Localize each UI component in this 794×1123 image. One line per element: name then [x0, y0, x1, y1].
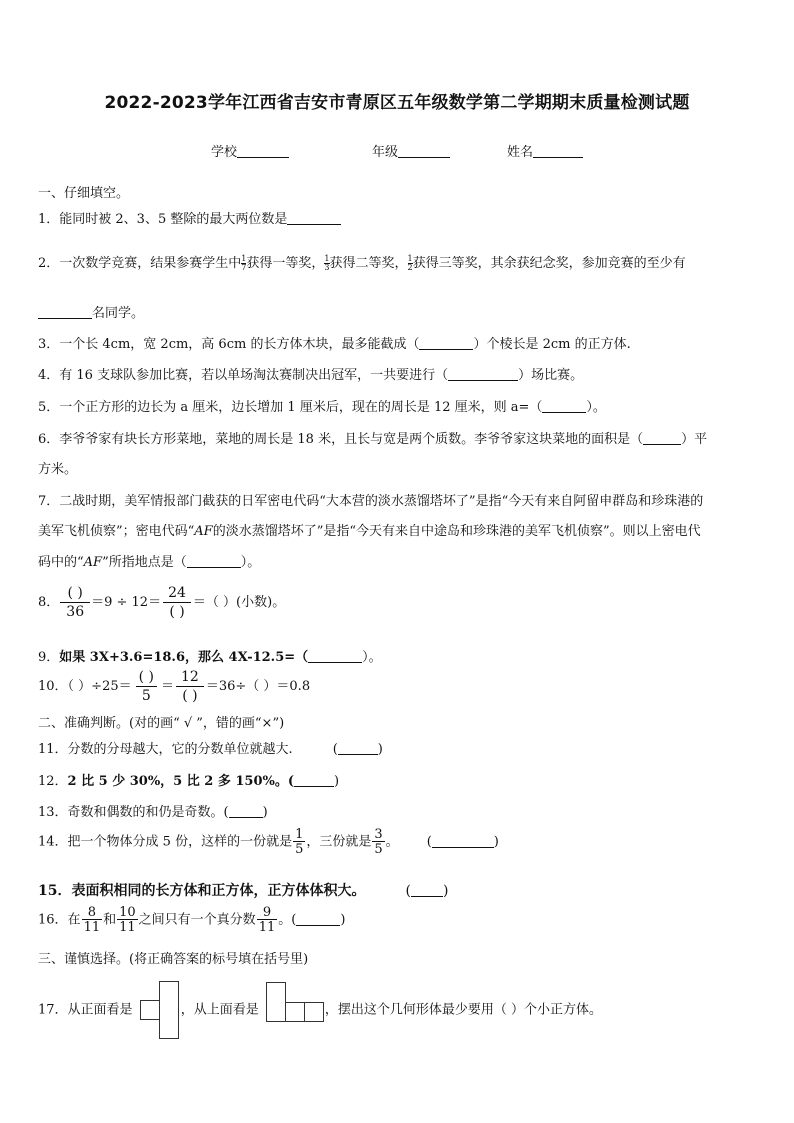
q16-text-3: 之间只有一个真分数	[138, 912, 256, 928]
q7-code-af: AF	[194, 524, 213, 539]
front-view-cell	[159, 981, 179, 1001]
q1-number: 1．	[38, 212, 60, 227]
q16-fraction-3: $\frac{9}{11}$	[258, 905, 276, 935]
q15-number: 15．	[38, 883, 72, 899]
q14-paren-open: (	[426, 834, 432, 850]
q6-text-1: 李爷爷家有块长方形菜地，菜地的周长是 18 米，且长与宽是两个质数。李爷爷家这块菜地的面积是（	[59, 432, 644, 447]
q2-blank[interactable]	[38, 304, 92, 319]
q14-blank[interactable]	[432, 833, 494, 848]
front-view-cell	[140, 1000, 160, 1020]
q10-equals: ＝	[161, 679, 175, 694]
q9-text-2: ）。	[362, 650, 382, 665]
q7-text-1: 二战时期，美军情报部门截获的日军密电代码“大本营的淡水蒸馏塔坏了”是指“今天有来自阿留申群岛和珍珠港的	[59, 494, 704, 509]
q17-front-view-figure	[140, 990, 178, 1030]
section-3-heading: 三、谨慎选择。(将正确答案的标号填在括号里)	[38, 952, 309, 967]
q7-code-af-2: AF	[83, 555, 103, 570]
q1-blank[interactable]	[287, 210, 341, 225]
top-view-cell	[285, 1002, 305, 1022]
question-4	[38, 364, 583, 383]
q15-blank[interactable]	[411, 882, 443, 897]
grade-blank[interactable]	[398, 143, 450, 158]
q10-text-1: （ ）÷25＝	[67, 679, 132, 694]
q14-number: 14．	[38, 834, 68, 850]
name-blank[interactable]	[533, 143, 583, 158]
school-field	[211, 141, 289, 160]
name-label: 姓名	[507, 145, 534, 160]
q8-fraction-1: $\frac{( )}{36}$	[60, 586, 90, 619]
q17-text-2: ，从上面看是	[180, 1002, 259, 1018]
q10-text-2: ＝36÷（ ）＝0.8	[205, 679, 311, 694]
q7-blank[interactable]	[187, 553, 241, 568]
top-view-cell	[304, 1002, 324, 1022]
q1-text: 能同时被 2、3、5 整除的最大两位数是	[59, 212, 288, 227]
page-title: 2022-2023学年江西省吉安市青原区五年级数学第二学期期末质量检测试题	[104, 93, 690, 113]
q6-text-2: ）平	[681, 432, 708, 447]
grade-field	[372, 141, 450, 160]
question-6	[38, 428, 707, 447]
q8-number: 8．	[38, 595, 60, 610]
question-12	[38, 770, 339, 789]
q4-blank[interactable]	[448, 366, 518, 381]
q9-text-1: 如果 3X+3.6=18.6，那么 4X-12.5=（	[59, 650, 309, 665]
q16-text-4: 。(	[278, 912, 297, 928]
front-view-cell	[159, 1000, 179, 1020]
question-11	[38, 738, 383, 757]
q3-text-1: 一个长 4cm，宽 2cm，高 6cm 的长方体木块，最多能截成（	[59, 337, 420, 352]
question-2	[38, 252, 686, 272]
q7-number: 7．	[38, 494, 60, 509]
q14-fraction-2: $\frac{3}{5}$	[374, 827, 383, 857]
q2-text-4: 获得三等奖，其余获纪念奖，参加竞赛的至少有	[412, 256, 686, 271]
question-15	[38, 880, 448, 900]
q13-paren-close: )	[262, 805, 268, 820]
grade-label: 年级	[372, 145, 399, 160]
q12-number: 12．	[38, 774, 68, 789]
q16-fraction-1: $\frac{8}{11}$	[83, 905, 101, 935]
question-14	[38, 828, 499, 856]
question-10	[38, 670, 310, 703]
q2-text-2: 获得一等奖，	[246, 256, 325, 271]
school-label: 学校	[211, 145, 238, 160]
q3-text-2: ）个棱长是 2cm 的正方体.	[473, 337, 631, 352]
q4-number: 4．	[38, 368, 60, 383]
question-7-line-3	[38, 551, 260, 570]
q10-number: 10．	[38, 679, 68, 694]
q16-text-1: 在	[67, 912, 81, 928]
q15-text-1: 表面积相同的长方体和正方体，正方体体积大。	[71, 883, 366, 899]
question-7-line-2	[38, 520, 701, 539]
q8-middle: ＝9 ÷ 12＝	[91, 595, 162, 610]
q4-text-1: 有 16 支球队参加比赛，若以单场淘汰赛制决出冠军，一共要进行（	[59, 368, 449, 383]
q13-text-1: 奇数和偶数的和仍是奇数。(	[67, 805, 229, 820]
q14-fraction-1: $\frac{1}{5}$	[295, 827, 304, 857]
q2-text-1: 一次数学竞赛，结果参赛学生中	[59, 256, 242, 271]
question-8	[38, 586, 285, 619]
q16-text-2: 和	[103, 912, 117, 928]
q5-number: 5．	[38, 400, 60, 415]
q6-number: 6．	[38, 432, 60, 447]
q12-text-1: 2 比 5 少 30%，5 比 2 多 150%。(	[67, 774, 295, 789]
q2-text-3: 获得二等奖，	[329, 256, 408, 271]
q16-blank[interactable]	[296, 911, 340, 926]
q7-text-3b: ”所指地点是（	[102, 555, 187, 570]
question-16	[38, 906, 345, 934]
question-9	[38, 646, 382, 665]
q14-paren-close: )	[493, 834, 499, 850]
q7-text-2a: 美军飞机侦察”；密电代码“	[38, 524, 195, 539]
question-1	[38, 208, 341, 227]
q7-text-3c: ）。	[240, 555, 261, 570]
question-7	[38, 490, 703, 509]
q16-number: 16．	[38, 912, 68, 928]
q17-text-3: ，摆出这个几何形体最少要用（ ）个小正方体。	[324, 1002, 602, 1018]
q2-fraction-1: $\frac{1}{7}$	[241, 254, 247, 272]
q5-text-2: ）。	[586, 400, 606, 415]
question-3	[38, 333, 631, 352]
section-1-heading: 一、仔细填空。	[38, 186, 130, 201]
q2-text-5: 名同学。	[92, 306, 145, 321]
q17-number: 17．	[38, 1002, 68, 1018]
q12-paren-close: )	[334, 774, 340, 789]
question-5	[38, 396, 606, 415]
q6-blank[interactable]	[643, 430, 681, 445]
q4-text-2: ）场比赛。	[518, 368, 584, 383]
front-view-cell	[159, 1019, 179, 1039]
q3-number: 3．	[38, 337, 60, 352]
school-blank[interactable]	[237, 143, 289, 158]
q12-blank[interactable]	[294, 772, 334, 787]
name-field	[507, 141, 583, 160]
q2-number: 2．	[38, 256, 60, 271]
q13-blank[interactable]	[229, 803, 263, 818]
q3-blank[interactable]	[419, 335, 473, 350]
q10-fraction-1: $\frac{( )}{5}$	[133, 670, 160, 703]
q8-tail: ＝（ ）(小数)。	[192, 595, 286, 610]
q5-text-1: 一个正方形的边长为 a 厘米，边长增加 1 厘米后，现在的周长是 12 厘米，则 a=（	[59, 400, 543, 415]
q7-text-3a: 码中的“	[38, 555, 84, 570]
question-17	[38, 990, 602, 1030]
q16-fraction-2: $\frac{10}{11}$	[119, 905, 136, 935]
q11-text-1: 分数的分母越大，它的分数单位就越大.	[67, 742, 293, 757]
q15-paren-close: )	[442, 883, 449, 899]
q14-text-1: 把一个物体分成 5 份，这样的一份就是	[67, 834, 293, 850]
question-13	[38, 801, 268, 820]
q16-paren-close: )	[340, 912, 346, 928]
q5-blank[interactable]	[542, 398, 586, 413]
q7-text-2b: 的淡水蒸馏塔坏了”是指“今天有来自中途岛和珍珠港的美军飞机侦察”。则以上密电代	[212, 524, 701, 539]
section-2-heading: 二、准确判断。(对的画“ √ ”，错的画“×”)	[38, 716, 285, 731]
q9-number: 9．	[38, 650, 60, 665]
q8-fraction-2: $\frac{24}{( )}$	[162, 586, 192, 619]
q11-paren-close: )	[377, 742, 383, 757]
q11-number: 11．	[38, 742, 68, 757]
q10-fraction-2: $\frac{12}{( )}$	[175, 670, 205, 703]
q2-fraction-3: $\frac{1}{2}$	[407, 254, 413, 272]
q2-fraction-2: $\frac{1}{3}$	[324, 254, 330, 272]
top-view-cell	[266, 982, 286, 1022]
q11-paren-open: (	[332, 742, 338, 757]
q17-top-view-figure	[266, 990, 322, 1030]
q17-text-1: 从正面看是	[67, 1002, 133, 1018]
q14-text-3: 。	[385, 834, 399, 850]
question-2-cont	[38, 302, 144, 321]
q11-blank[interactable]	[338, 740, 378, 755]
q14-text-2: ，三份就是	[306, 834, 372, 850]
q13-number: 13．	[38, 805, 68, 820]
q15-paren-open: (	[405, 883, 411, 899]
question-6-cont: 方米。	[38, 462, 78, 477]
q9-blank[interactable]	[308, 648, 362, 663]
